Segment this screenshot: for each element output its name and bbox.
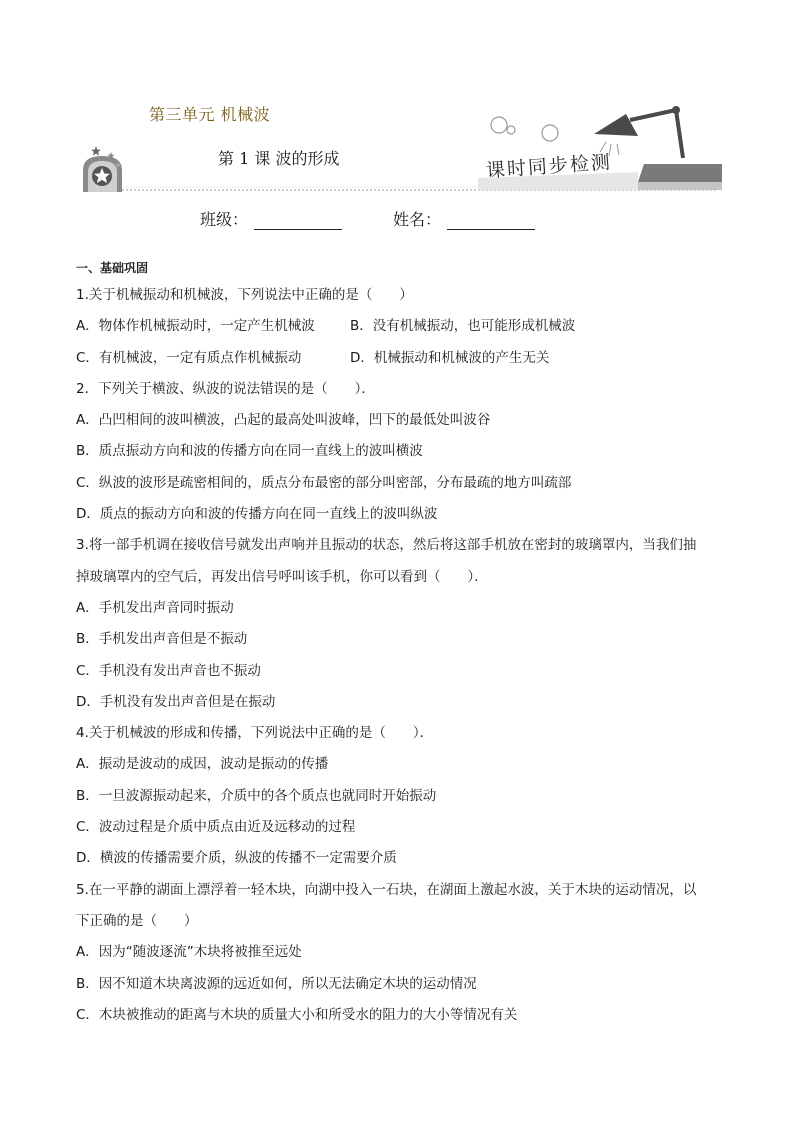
question-3-stem-line-2: 掉玻璃罩内的空气后，再发出信号呼叫该手机，你可以看到（ ）． [76, 568, 488, 585]
unit-title: 第三单元 机械波 [149, 105, 271, 124]
question-5-stem-line-1: 5.在一平静的湖面上漂浮着一轻木块，向湖中投入一石块，在湖面上激起水波，关于木块的运动情况，以 [76, 881, 697, 898]
question-1-options-row-1 [76, 311, 726, 342]
question-3-option-d: D．手机没有发出声音但是在振动 [76, 693, 276, 710]
question-3-option-b: B．手机发出声音但是不振动 [76, 631, 248, 648]
question-4-option-b: B．一旦波源振动起来，介质中的各个质点也就同时开始振动 [76, 787, 437, 804]
star-badge-icon [83, 146, 122, 192]
name-blank[interactable] [447, 211, 535, 230]
question-5-stem-line-2: 下正确的是（ ） [76, 912, 198, 929]
question-2-stem: 2．下列关于横波、纵波的说法错误的是（ ）． [76, 380, 375, 397]
name-label: 姓名： [393, 210, 442, 229]
question-2-option-a: A．凸凹相间的波叫横波，凸起的最高处叫波峰，凹下的最低处叫波谷 [76, 412, 491, 429]
question-2-option-b: B．质点振动方向和波的传播方向在同一直线上的波叫横波 [76, 443, 423, 460]
question-1-option-b: B．没有机械振动，也可能形成机械波 [350, 318, 576, 335]
class-label: 班级： [200, 210, 249, 229]
bubbles-icon [491, 117, 558, 141]
question-2-option-c: C．纵波的波形是疏密相间的，质点分布最密的部分叫密部，分布最疏的地方叫疏部 [76, 474, 572, 491]
question-4-stem: 4.关于机械波的形成和传播，下列说法中正确的是（ ）． [76, 725, 434, 742]
question-5-option-a: A．因为“随波逐流”木块将被推至远处 [76, 944, 302, 961]
class-field [200, 207, 342, 230]
sync-check-title: 课时同步检测 [485, 151, 613, 182]
question-1-stem: 1.关于机械振动和机械波，下列说法中正确的是（ ） [76, 287, 413, 303]
question-4-option-c: C．波动过程是介质中质点由近及远移动的过程 [76, 819, 356, 836]
lesson-title: 第 1 课 波的形成 [218, 149, 340, 168]
question-1-options-row-2 [76, 343, 726, 374]
question-4-option-d: D．横波的传播需要介质，纵波的传播不一定需要介质 [76, 850, 397, 867]
section-heading: 一、基础巩固 [76, 261, 149, 275]
question-5-option-c: C．木块被推动的距离与木块的质量大小和所受水的阻力的大小等情况有关 [76, 1006, 518, 1023]
name-field [393, 207, 535, 230]
question-4-option-a: A．振动是波动的成因，波动是振动的传播 [76, 756, 329, 773]
question-3-stem-line-1: 3.将一部手机调在接收信号就发出声响并且振动的状态，然后将这部手机放在密封的玻璃罩内，当我们抽 [76, 537, 697, 554]
question-5-option-b: B．因不知道木块离波源的远近如何，所以无法确定木块的运动情况 [76, 975, 477, 992]
question-1-option-d: D．机械振动和机械波的产生无关 [350, 349, 550, 366]
header-banner [78, 92, 722, 200]
question-1-option-a: A．物体作机械振动时，一定产生机械波 [76, 318, 315, 335]
question-content [76, 256, 726, 1031]
question-3-option-c: C．手机没有发出声音也不振动 [76, 662, 261, 679]
question-3-option-a: A．手机发出声音同时振动 [76, 599, 234, 616]
question-1-option-c: C．有机械波，一定有质点作机械振动 [76, 349, 302, 366]
class-blank[interactable] [254, 211, 342, 230]
question-2-option-d: D．质点的振动方向和波的传播方向在同一直线上的波叫纵波 [76, 506, 438, 523]
